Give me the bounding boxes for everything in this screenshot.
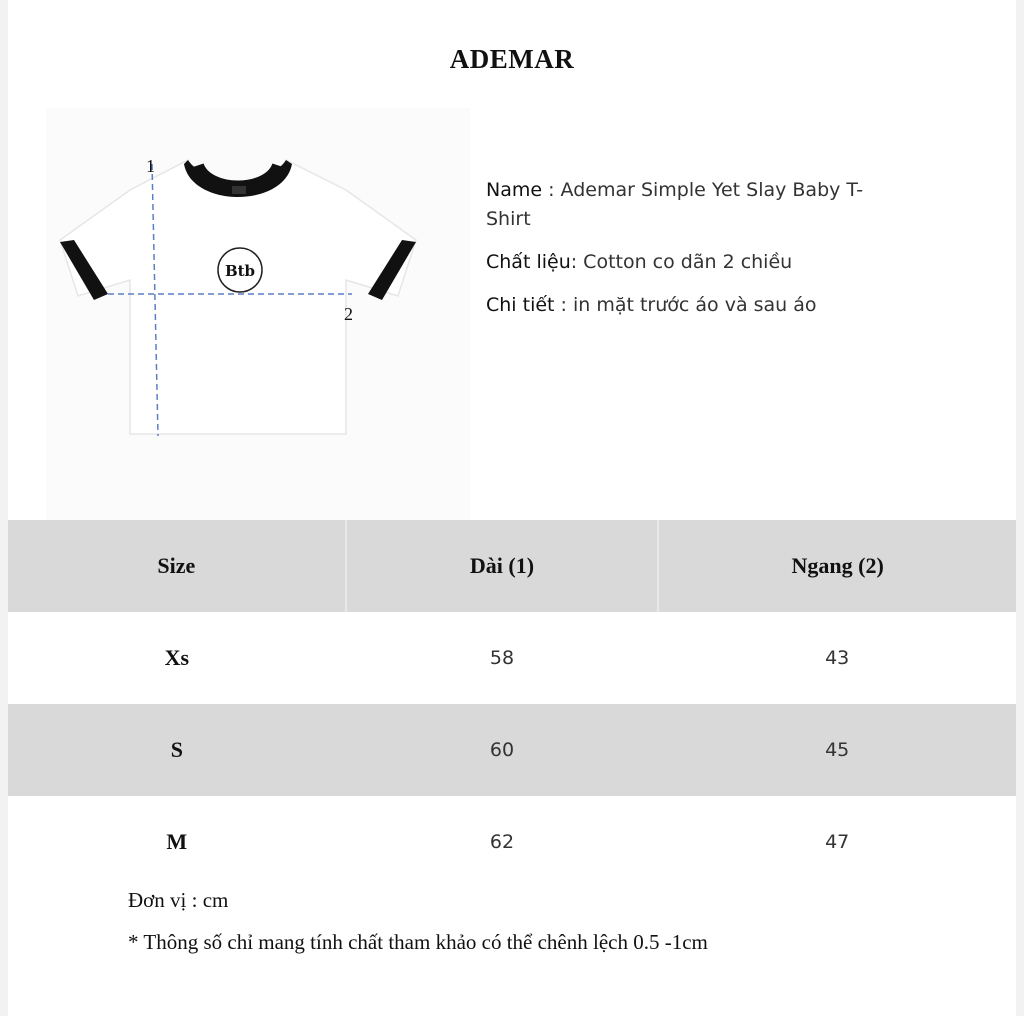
detail-line [486,291,866,320]
size-cell: Xs [164,645,190,670]
size-cell: S [170,737,183,762]
table-row [8,796,1016,888]
tshirt-diagram [46,108,470,520]
width-cell: 45 [825,739,850,761]
length-cell: 58 [489,647,515,669]
header-width: Ngang (2) [791,553,884,578]
length-cell: 62 [489,831,515,853]
product-name-line [486,176,866,234]
header-size: Size [8,520,346,612]
header-length: Dài (1) [346,520,659,612]
tshirt-body [60,160,416,434]
measure-2-label: 2 [344,304,353,324]
neck-label [232,186,246,194]
material-label: Chất liệu [486,251,571,273]
table-header-row [8,520,1016,612]
name-value: : Ademar Simple Yet Slay Baby T-Shirt [486,179,864,230]
detail-label: Chi tiết [486,294,555,316]
size-cell: M [166,829,188,854]
length-cell: 60 [489,739,515,761]
unit-note: Đơn vị : cm [128,888,229,912]
product-info [486,176,866,334]
disclaimer-note: * Thông số chỉ mang tính chất tham khảo có thể chênh lệch 0.5 -1cm [128,930,708,954]
chest-print-text: Btb [224,262,256,280]
table-row [8,704,1016,796]
width-cell: 47 [825,831,850,853]
measure-1-label: 1 [146,156,155,176]
notes [128,884,708,968]
width-cell: 43 [825,647,850,669]
detail-value: : in mặt trước áo và sau áo [554,294,817,316]
left-border [0,0,8,1016]
brand-title: ADEMAR [449,44,575,74]
material-line [486,248,866,277]
material-value: : Cotton co dãn 2 chiều [570,251,793,273]
table-row [8,612,1016,704]
right-border [1016,0,1024,1016]
size-chart-table [8,520,1016,888]
name-label: Name [486,179,543,201]
